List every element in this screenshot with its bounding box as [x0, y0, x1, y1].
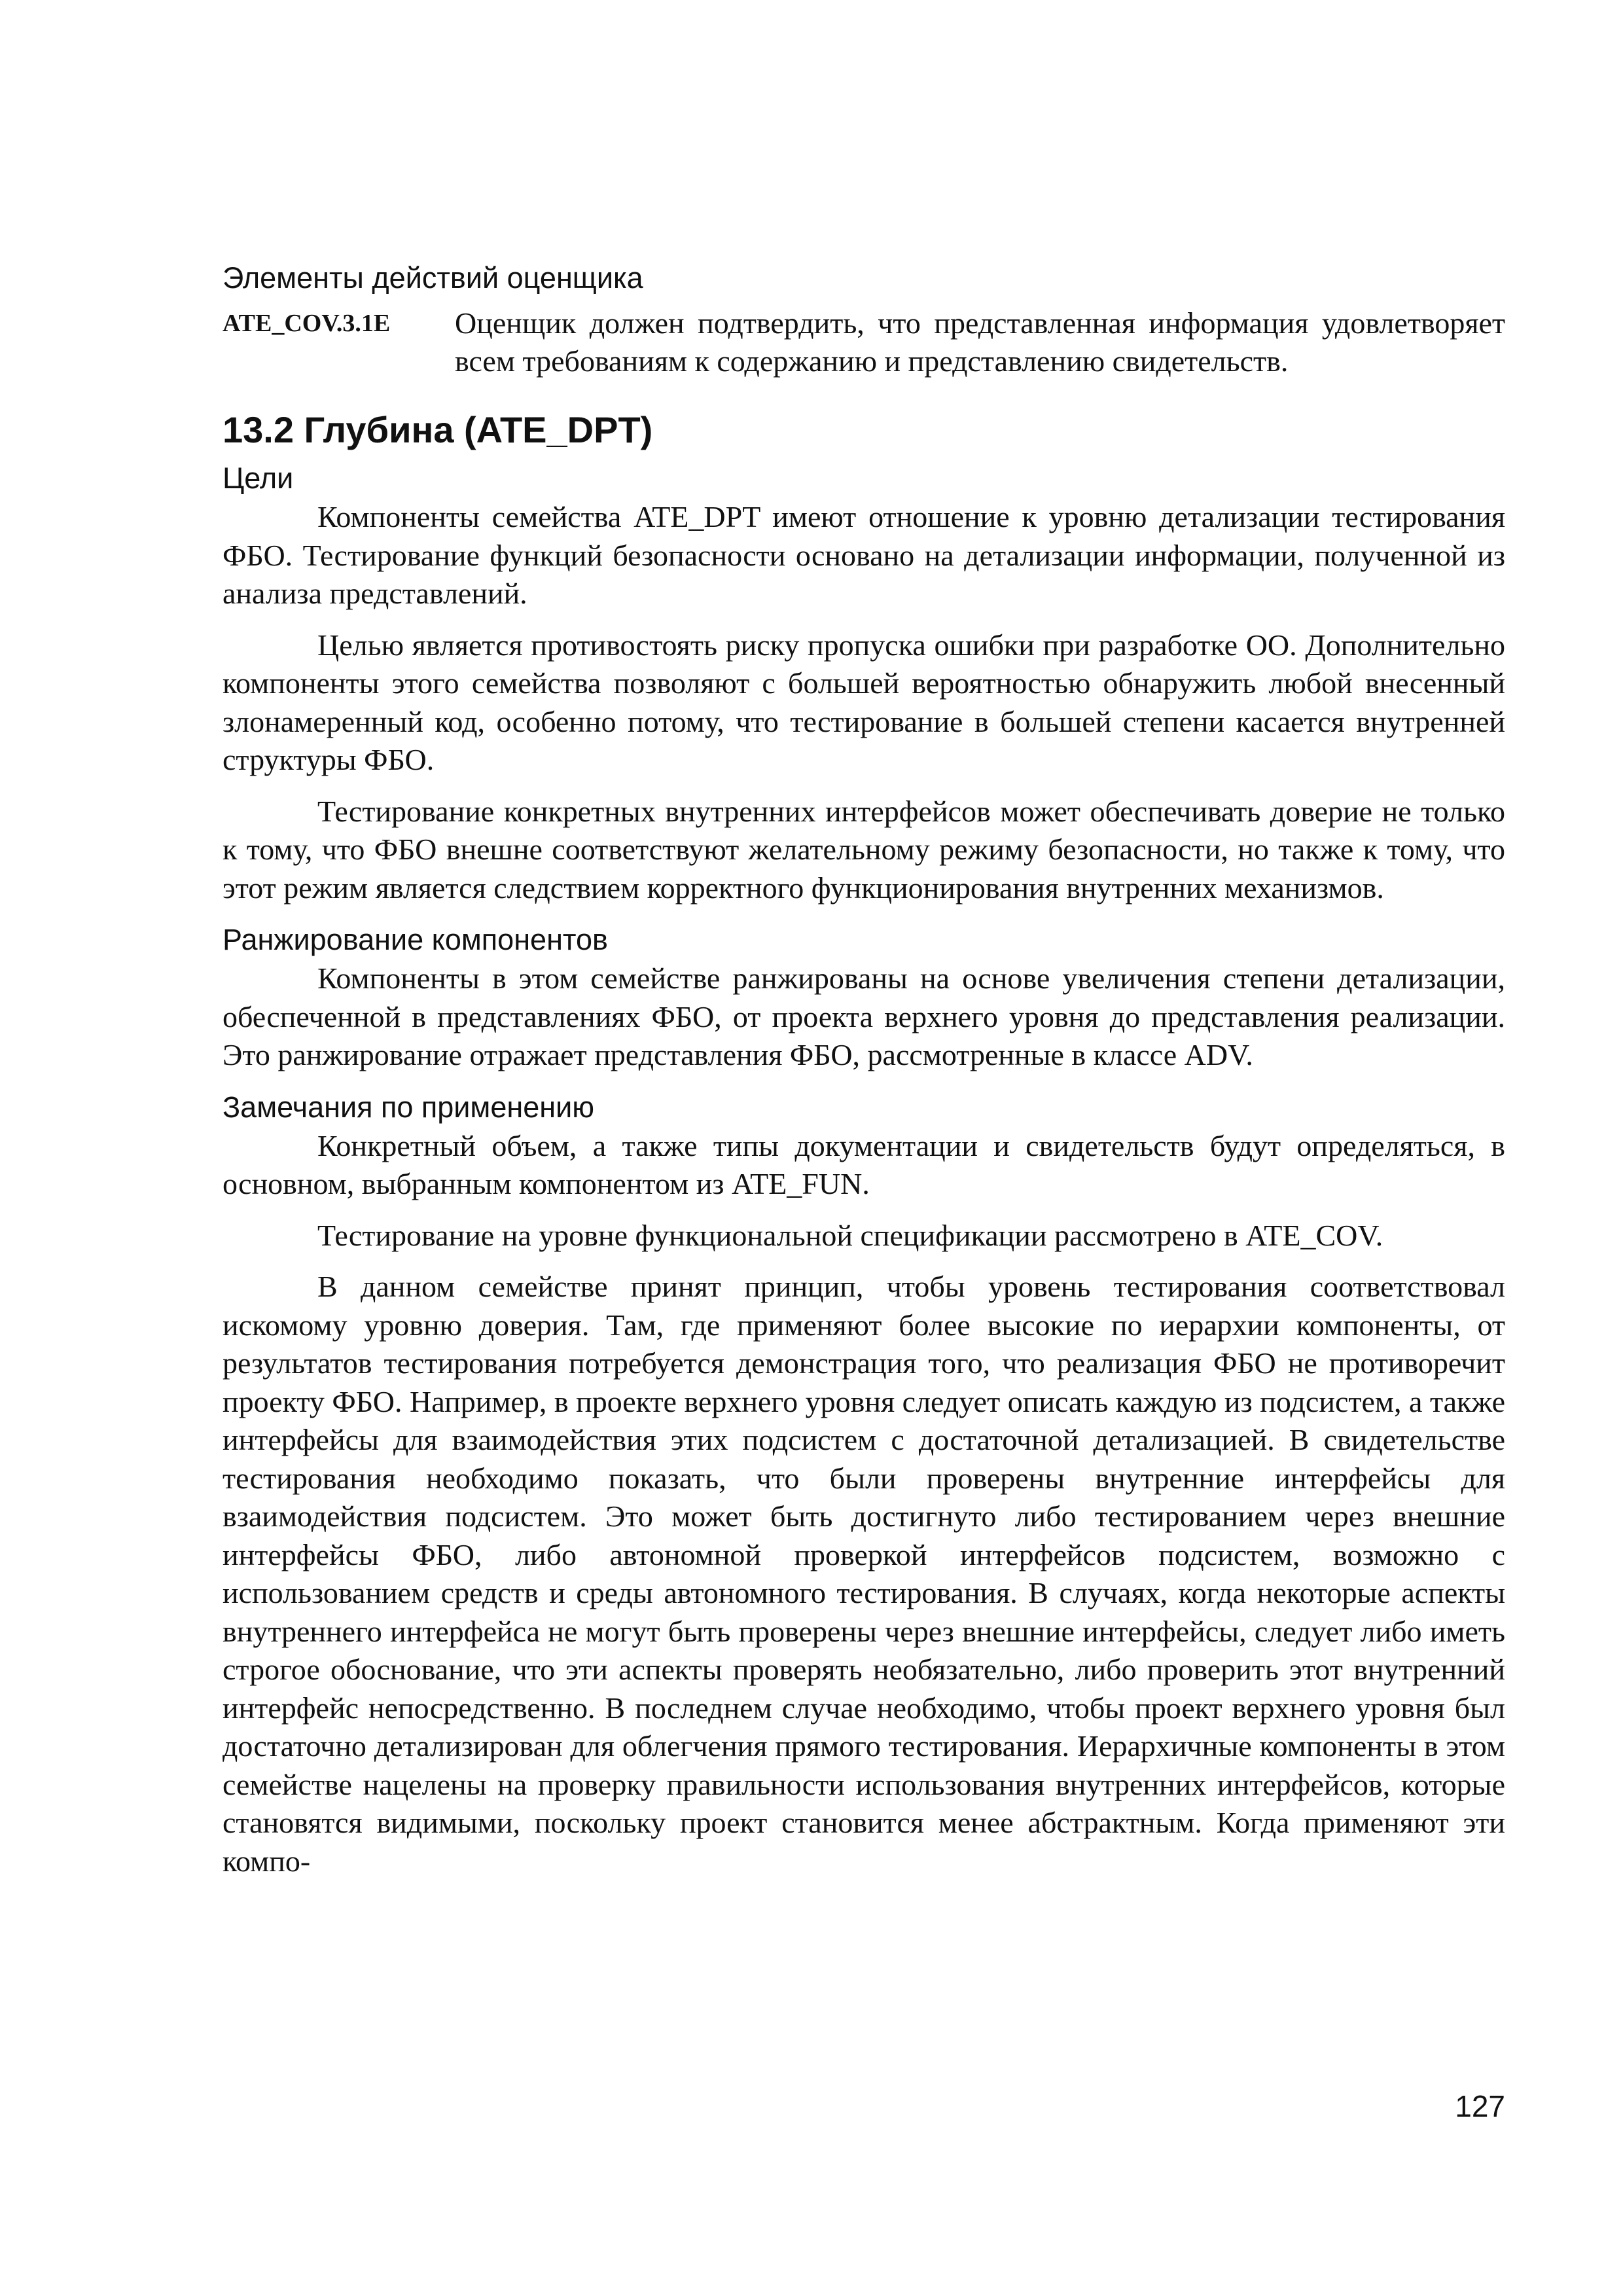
- element-id: ATE_COV.3.1E: [223, 310, 391, 337]
- page-number: 127: [1455, 2089, 1505, 2123]
- application-notes-paragraph-2: Тестирование на уровне функциональной спецификации рассмотрено в ATE_COV.: [317, 1218, 1383, 1252]
- objectives-heading: Цели: [223, 461, 294, 495]
- application-notes-heading: Замечания по применению: [223, 1090, 595, 1124]
- document-page: [223, 259, 1505, 1893]
- ranking-paragraph-1: Компоненты в этом семействе ранжированы на основе увеличения степени детализации, обеспеченной в представлениях ФБО, от проекта верхнего уровня до представления реализации. Это ранжирование отражает представления ФБО, рассмотренные в классе ADV.: [223, 961, 1505, 1071]
- section-title: 13.2 Глубина (ATE_DPT): [223, 409, 653, 450]
- evaluator-element: [223, 304, 1505, 380]
- evaluator-actions-heading: Элементы действий оценщика: [223, 261, 643, 295]
- objectives-paragraph-2: Целью является противостоять риску пропуска ошибки при разработке ОО. Дополнительно компоненты этого семейства позволяют с большей вероятностью обнаружить любой внесенный злонамеренный код, особенно потому, что тестирование в большей степени касается внутренней структуры ФБО.: [223, 628, 1505, 776]
- application-notes-paragraph-1: Конкретный объем, а также типы документации и свидетельств будут определяться, в основном, выбранным компонентом из ATE_FUN.: [223, 1128, 1505, 1200]
- application-notes-paragraph-3: В данном семействе принят принцип, чтобы уровень тестирования соответствовал искомому уровню доверия. Там, где применяют более высокие по иерархии компоненты, от результатов тестирования потребуется демонстрация того, что реализация ФБО не противоречит проекту ФБО. Например, в проекте верхнего уровня следует описать каждую из подсистем, а также интерфейсы для взаимодействия этих подсистем с достаточной детализацией. В свидетельстве тестирования необходимо показать, что были проверены внутренние интерфейсы для взаимодействия подсистем. Это может быть достигнуто либо тестированием через внешние интерфейсы ФБО, либо автономной проверкой интерфейсов подсистем, возможно с использованием средств и среды автономного тестирования. В случаях, когда некоторые аспекты внутреннего интерфейса не могут быть проверены через внешние интерфейсы, следует либо иметь строгое обоснование, что эти аспекты проверять необязательно, либо проверить этот внутренний интерфейс непосредственно. В последнем случае необходимо, чтобы проект верхнего уровня был достаточно детализирован для облегчения прямого тестирования. Иерархичные компоненты в этом семействе нацелены на проверку правильности использования внутренних интерфейсов, которые становятся видимыми, поскольку проект становится менее абстрактным. Когда применяют эти компо-: [223, 1270, 1505, 1878]
- element-text: Оценщик должен подтвердить, что представленная информация удовлетворяет всем требованиям к содержанию и представлению свидетельств.: [455, 306, 1505, 378]
- objectives-paragraph-3: Тестирование конкретных внутренних интерфейсов может обеспечивать доверие не только к тому, что ФБО внешне соответствуют желательному режиму безопасности, но также к тому, что этот режим является следствием корректного функционирования внутренних механизмов.: [223, 794, 1505, 905]
- ranking-heading: Ранжирование компонентов: [223, 923, 608, 956]
- objectives-paragraph-1: Компоненты семейства ATE_DPT имеют отношение к уровню детализации тестирования ФБО. Тестирование функций безопасности основано на детализации информации, полученной из анализа представлений.: [223, 500, 1505, 610]
